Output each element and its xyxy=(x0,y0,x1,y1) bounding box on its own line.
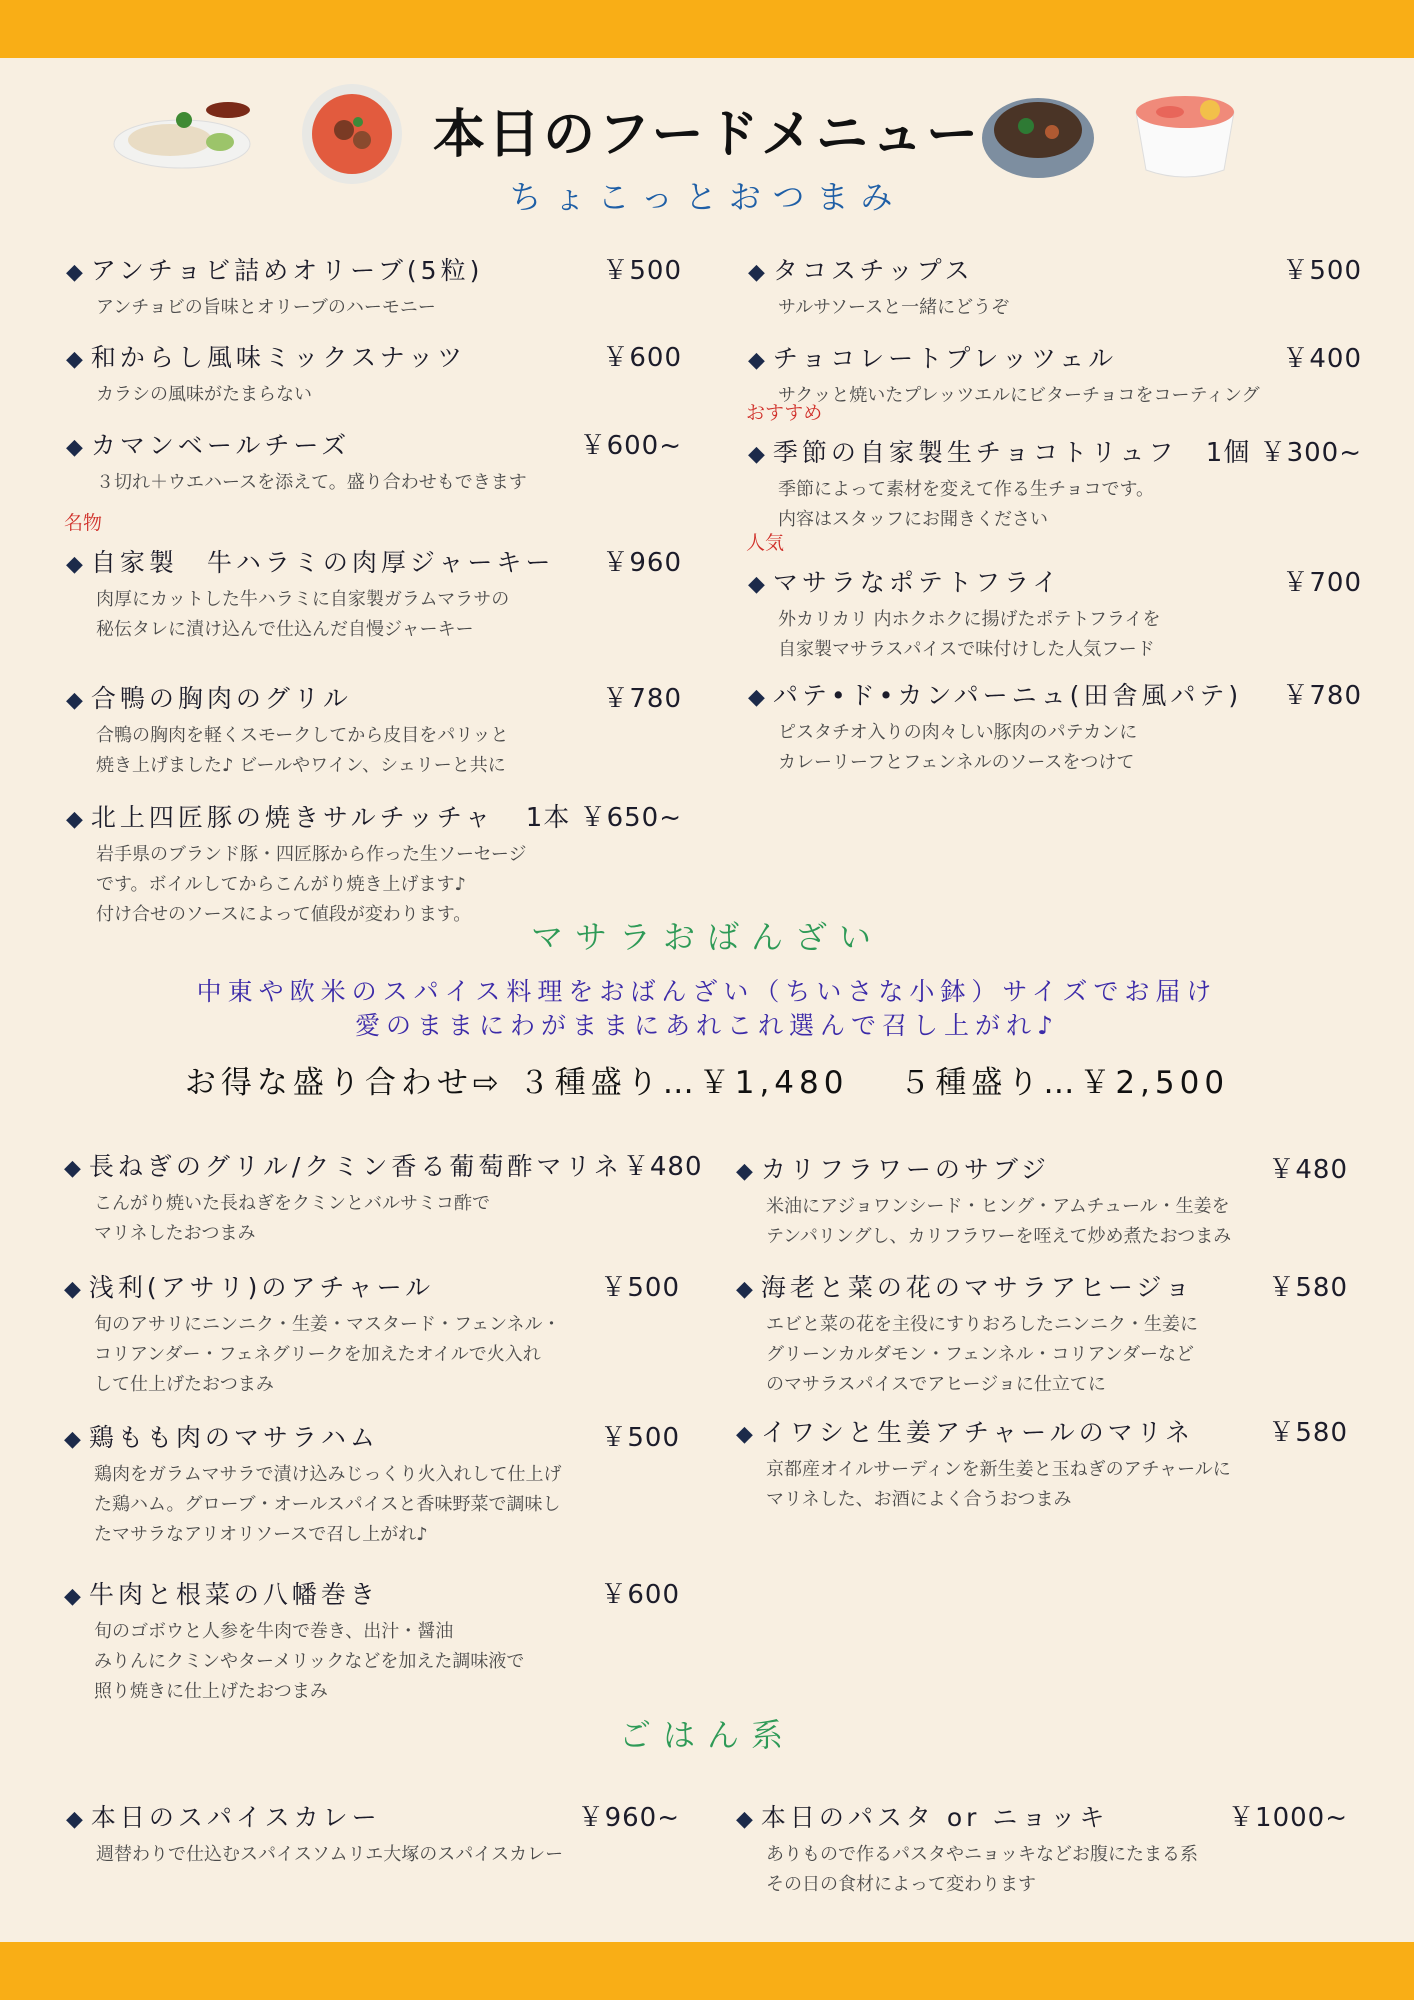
menu-item xyxy=(66,542,682,645)
menu-item xyxy=(748,432,1362,535)
menu-item xyxy=(748,338,1362,411)
menu-item xyxy=(748,250,1362,323)
menu-item-price: 1本 ￥650~ xyxy=(525,803,682,833)
description-line: です。ボイルしてからこんがり焼き上げます♪ xyxy=(96,874,467,895)
menu-item-price: ￥600 xyxy=(600,1580,680,1610)
description-line: マリネした、お酒によく合うおつまみ xyxy=(766,1489,1072,1510)
diamond-bullet-icon: ◆ xyxy=(736,1807,757,1832)
menu-item-description xyxy=(96,468,682,498)
menu-item xyxy=(66,337,682,410)
diamond-bullet-icon: ◆ xyxy=(64,1156,85,1181)
description-line: カラシの風味がたまらない xyxy=(96,384,312,405)
description-line: 旬のゴボウと人参を牛肉で巻き、出汁・醤油 xyxy=(94,1621,454,1642)
masala-tagline xyxy=(0,975,1414,1043)
menu-item-row xyxy=(66,678,682,715)
menu-item xyxy=(64,1574,680,1707)
top-band xyxy=(0,0,1414,58)
menu-item xyxy=(64,1417,680,1550)
menu-item-price: ￥500 xyxy=(600,1423,680,1453)
menu-item xyxy=(748,562,1362,665)
menu-item-description xyxy=(94,1189,680,1249)
menu-item-row xyxy=(64,1267,680,1304)
menu-item-description xyxy=(96,721,682,781)
description-line: ３切れ＋ウエハースを添えて。盛り合わせもできます xyxy=(96,472,527,493)
menu-item-row xyxy=(66,797,682,834)
description-line: 内容はスタッフにお聞きください xyxy=(778,509,1048,530)
bottom-band xyxy=(0,1942,1414,2000)
menu-item-description xyxy=(96,1840,680,1870)
menu-item-row xyxy=(66,542,682,579)
diamond-bullet-icon: ◆ xyxy=(66,347,87,372)
tagline-line-1: 中東や欧米のスパイス料理をおばんざい（ちいさな小鉢）サイズでお届け xyxy=(196,977,1218,1006)
tsumami-section-title: ちょこっとおつまみ xyxy=(509,178,905,216)
diamond-bullet-icon: ◆ xyxy=(748,348,769,373)
diamond-bullet-icon: ◆ xyxy=(736,1159,757,1184)
menu-item-price: ￥700 xyxy=(1282,568,1362,598)
menu-item-name: 自家製 牛ハラミの肉厚ジャーキー xyxy=(90,548,555,577)
menu-item-name: カマンベールチーズ xyxy=(90,431,351,460)
menu-item-description xyxy=(96,585,682,645)
menu-item xyxy=(64,1146,703,1249)
description-line: 京都産オイルサーディンを新生姜と玉ねぎのアチャールに xyxy=(766,1459,1231,1480)
description-line: たマサラなアリオリソースで召し上がれ♪ xyxy=(94,1524,428,1545)
menu-item-name: 本日のパスタ or ニョッキ xyxy=(760,1803,1109,1832)
menu-item-description xyxy=(778,605,1362,665)
diamond-bullet-icon: ◆ xyxy=(66,688,87,713)
menu-item-description xyxy=(94,1617,680,1707)
diamond-bullet-icon: ◆ xyxy=(748,572,769,597)
menu-item-row xyxy=(748,562,1362,599)
description-line: 焼き上げました♪ ビールやワイン、シェリーと共に xyxy=(96,755,506,776)
menu-item-name-wrap xyxy=(736,1268,1194,1304)
menu-item-name-wrap xyxy=(66,1798,381,1834)
menu-item-price: ￥500 xyxy=(1282,256,1362,286)
menu-item-row xyxy=(736,1149,1348,1186)
menu-item-name-wrap xyxy=(66,679,352,715)
menu-item-name-wrap xyxy=(66,543,554,579)
menu-item-row xyxy=(66,250,682,287)
menu-item-name-wrap xyxy=(64,1268,434,1304)
menu-item-name-wrap xyxy=(66,251,483,287)
menu-item-description xyxy=(778,475,1362,535)
menu-item xyxy=(736,1797,1348,1900)
menu-item-price: ￥780 xyxy=(1282,681,1362,711)
diamond-bullet-icon: ◆ xyxy=(64,1427,85,1452)
menu-item-name: 北上四匠豚の焼きサルチッチャ xyxy=(90,803,495,832)
menu-item-name-wrap xyxy=(736,1413,1194,1449)
description-line: エビと菜の花を主役にすりおろしたニンニク・生姜に xyxy=(766,1314,1198,1335)
menu-item-name-wrap xyxy=(64,1575,379,1611)
menu-item-row xyxy=(736,1267,1348,1304)
description-line: みりんにクミンやターメリックなどを加えた調味液で xyxy=(94,1651,525,1672)
description-line: た鶏ハム。グローブ・オールスパイスと香味野菜で調味し xyxy=(94,1494,561,1515)
menu-item-name-wrap xyxy=(748,433,1177,469)
description-line: 米油にアジョワンシード・ヒング・アムチュール・生姜を xyxy=(766,1196,1230,1217)
menu-item-name: 和からし風味ミックスナッツ xyxy=(90,343,467,372)
menu-item xyxy=(64,1267,680,1400)
menu-item-name: パテ•ド•カンパーニュ(田舎風パテ) xyxy=(772,681,1243,710)
description-line: 付け合せのソースによって値段が変わります。 xyxy=(96,904,472,925)
description-line: のマサラスパイスでアヒージョに仕立てに xyxy=(766,1374,1106,1395)
menu-item-name: マサラなポテトフライ xyxy=(772,568,1062,597)
menu-item-description xyxy=(766,1840,1348,1900)
menu-item-name-wrap xyxy=(748,676,1242,712)
diamond-bullet-icon: ◆ xyxy=(748,442,769,467)
menu-item-description xyxy=(778,718,1362,778)
description-line: 旬のアサリにニンニク・生姜・マスタード・フェンネル・ xyxy=(94,1314,561,1335)
description-line: その日の食材によって変わります xyxy=(766,1874,1036,1895)
badge-tsumami-right-2: おすすめ xyxy=(746,402,823,424)
description-line: 鶏肉をガラムマサラで漬け込みじっくり火入れして仕上げ xyxy=(94,1464,562,1485)
menu-item-name: 長ねぎのグリル/クミン香る葡萄酢マリネ xyxy=(88,1152,623,1181)
menu-item-name: 牛肉と根菜の八幡巻き xyxy=(88,1580,379,1609)
menu-item-name-wrap xyxy=(736,1150,1050,1186)
description-line: コリアンダー・フェネグリークを加えたオイルで火入れ xyxy=(94,1344,541,1365)
menu-item-price: ￥480 xyxy=(1268,1155,1348,1185)
menu-item-row xyxy=(736,1412,1348,1449)
description-line: 肉厚にカットした牛ハラミに自家製ガラムマラサの xyxy=(96,589,510,610)
menu-item-description xyxy=(94,1460,680,1550)
diamond-bullet-icon: ◆ xyxy=(748,260,769,285)
menu-title: 本日のフードメニュー xyxy=(433,105,981,165)
description-line: こんがり焼いた長ねぎをクミンとバルサミコ酢で xyxy=(94,1193,490,1214)
description-line: サルサソースと一緒にどうぞ xyxy=(778,297,1010,318)
description-line: マリネしたおつまみ xyxy=(94,1223,256,1244)
menu-item xyxy=(736,1149,1348,1252)
menu-item-price: ￥480 xyxy=(622,1152,703,1182)
menu-item-name-wrap xyxy=(736,1798,1108,1834)
diamond-bullet-icon: ◆ xyxy=(66,435,87,460)
menu-item xyxy=(66,425,682,498)
diamond-bullet-icon: ◆ xyxy=(66,552,87,577)
menu-item-description xyxy=(96,293,682,323)
gohan-section-title: ごはん系 xyxy=(618,1716,795,1754)
menu-item-name: 浅利(アサリ)のアチャール xyxy=(88,1273,435,1302)
menu-item-name: 本日のスパイスカレー xyxy=(90,1803,381,1832)
menu-item-name: チョコレートプレッツェル xyxy=(772,344,1118,373)
diamond-bullet-icon: ◆ xyxy=(736,1422,757,1447)
menu-item-name-wrap xyxy=(66,798,494,834)
menu-item-price: ￥780 xyxy=(602,684,682,714)
menu-item-description xyxy=(766,1310,1348,1400)
menu-item-price: ￥500 xyxy=(600,1273,680,1303)
description-line: 外カリカリ 内ホクホクに揚げたポテトフライを xyxy=(778,609,1161,630)
menu-item-description xyxy=(94,1310,680,1400)
description-line: 岩手県のブランド豚・四匠豚から作った生ソーセージ xyxy=(96,844,527,865)
menu-item-price: ￥960 xyxy=(602,548,682,578)
menu-item-description xyxy=(778,293,1362,323)
description-line: アンチョビの旨味とオリーブのハーモニー xyxy=(96,297,436,318)
menu-item-name-wrap xyxy=(748,339,1117,375)
menu-item-row xyxy=(64,1146,703,1183)
menu-item-price: 1個 ￥300~ xyxy=(1205,438,1362,468)
menu-item xyxy=(66,797,682,930)
menu-item-name: 海老と菜の花のマサラアヒージョ xyxy=(760,1273,1194,1302)
menu-item-row xyxy=(66,337,682,374)
menu-item-row xyxy=(64,1417,680,1454)
menu-item xyxy=(736,1412,1348,1515)
description-line: 合鴨の胸肉を軽くスモークしてから皮目をパリッと xyxy=(96,725,509,746)
diamond-bullet-icon: ◆ xyxy=(66,1807,87,1832)
menu-item-row xyxy=(736,1797,1348,1834)
diamond-bullet-icon: ◆ xyxy=(64,1584,85,1609)
menu-item-price: ￥960~ xyxy=(577,1803,680,1833)
menu-item-price: ￥400 xyxy=(1282,344,1362,374)
menu-item-name: イワシと生姜アチャールのマリネ xyxy=(760,1418,1195,1447)
menu-item-name: 鶏もも肉のマサラハム xyxy=(88,1423,379,1452)
menu-item xyxy=(66,1797,680,1870)
menu-item-name: 季節の自家製生チョコトリュフ xyxy=(772,438,1178,467)
menu-item-description xyxy=(766,1192,1348,1252)
menu-item-name-wrap xyxy=(64,1147,623,1183)
diamond-bullet-icon: ◆ xyxy=(736,1277,757,1302)
menu-item-price: ￥580 xyxy=(1268,1418,1348,1448)
menu-item-name-wrap xyxy=(748,563,1061,599)
badge-tsumami-right-3: 人気 xyxy=(746,532,785,554)
menu-item xyxy=(748,675,1362,778)
menu-item-row xyxy=(64,1574,680,1611)
tagline-line-2: 愛のままにわがままにあれこれ選んで召し上がれ♪ xyxy=(355,1011,1059,1040)
description-line: サクッと焼いたプレッツエルにビターチョコをコーティング xyxy=(778,385,1260,406)
menu-item-row xyxy=(66,425,682,462)
description-line: 季節によって素材を変えて作る生チョコです。 xyxy=(778,479,1155,500)
masala-section-title: マサラおばんざい xyxy=(530,918,883,956)
menu-item-row xyxy=(748,338,1362,375)
menu-item-description xyxy=(778,381,1362,411)
menu-item-description xyxy=(766,1455,1348,1515)
description-line: 週替わりで仕込むスパイスソムリエ大塚のスパイスカレー xyxy=(96,1844,564,1865)
badge-tsumami-left-3: 名物 xyxy=(64,512,103,534)
menu-item xyxy=(66,678,682,781)
diamond-bullet-icon: ◆ xyxy=(66,807,87,832)
menu-item-row xyxy=(748,675,1362,712)
tomato-soup-cup-image xyxy=(1130,88,1240,184)
menu-item-price: ￥580 xyxy=(1268,1273,1348,1303)
diamond-bullet-icon: ◆ xyxy=(748,685,769,710)
diamond-bullet-icon: ◆ xyxy=(64,1277,85,1302)
menu-item-price: ￥1000~ xyxy=(1228,1803,1348,1833)
menu-item-description xyxy=(96,380,682,410)
menu-item-name-wrap xyxy=(66,338,466,374)
menu-item xyxy=(66,250,682,323)
menu-item-row xyxy=(748,250,1362,287)
assortment-offer: お得な盛り合わせ⇨ ３種盛り…￥1,480 ５種盛り…￥2,500 xyxy=(184,1065,1230,1101)
description-line: テンパリングし、カリフラワーを咥えて炒め煮たおつまみ xyxy=(766,1226,1232,1247)
menu-item-price: ￥600~ xyxy=(579,431,682,461)
menu-item-name: カリフラワーのサブジ xyxy=(760,1155,1050,1184)
menu-item-name-wrap xyxy=(748,251,974,287)
menu-item-price: ￥500 xyxy=(602,256,682,286)
description-line: グリーンカルダモン・フェンネル・コリアンダーなど xyxy=(766,1344,1195,1365)
diamond-bullet-icon: ◆ xyxy=(66,260,87,285)
description-line: して仕上げたおつまみ xyxy=(94,1374,274,1395)
description-line: 秘伝タレに漬け込んで仕込んだ自慢ジャーキー xyxy=(96,619,474,640)
menu-item-name-wrap xyxy=(66,426,350,462)
description-line: 照り焼きに仕上げたおつまみ xyxy=(94,1681,328,1702)
menu-item-row xyxy=(66,1797,680,1834)
description-line: 自家製マサラスパイスで味付けした人気フード xyxy=(778,639,1155,660)
description-line: ピスタチオ入りの肉々しい豚肉のパテカンに xyxy=(778,722,1138,743)
menu-item xyxy=(736,1267,1348,1400)
braised-pork-bowl-image xyxy=(980,86,1096,182)
menu-item-price: ￥600 xyxy=(602,343,682,373)
menu-item-row xyxy=(748,432,1362,469)
description-line: ありもので作るパスタやニョッキなどお腹にたまる系 xyxy=(766,1844,1198,1865)
menu-item-name: タコスチップス xyxy=(772,256,974,285)
menu-item-name-wrap xyxy=(64,1418,379,1454)
description-line: カレーリーフとフェンネルのソースをつけて xyxy=(778,752,1135,773)
menu-item-name: 合鴨の胸肉のグリル xyxy=(90,684,352,713)
menu-item-name: アンチョビ詰めオリーブ(5粒) xyxy=(90,256,484,285)
